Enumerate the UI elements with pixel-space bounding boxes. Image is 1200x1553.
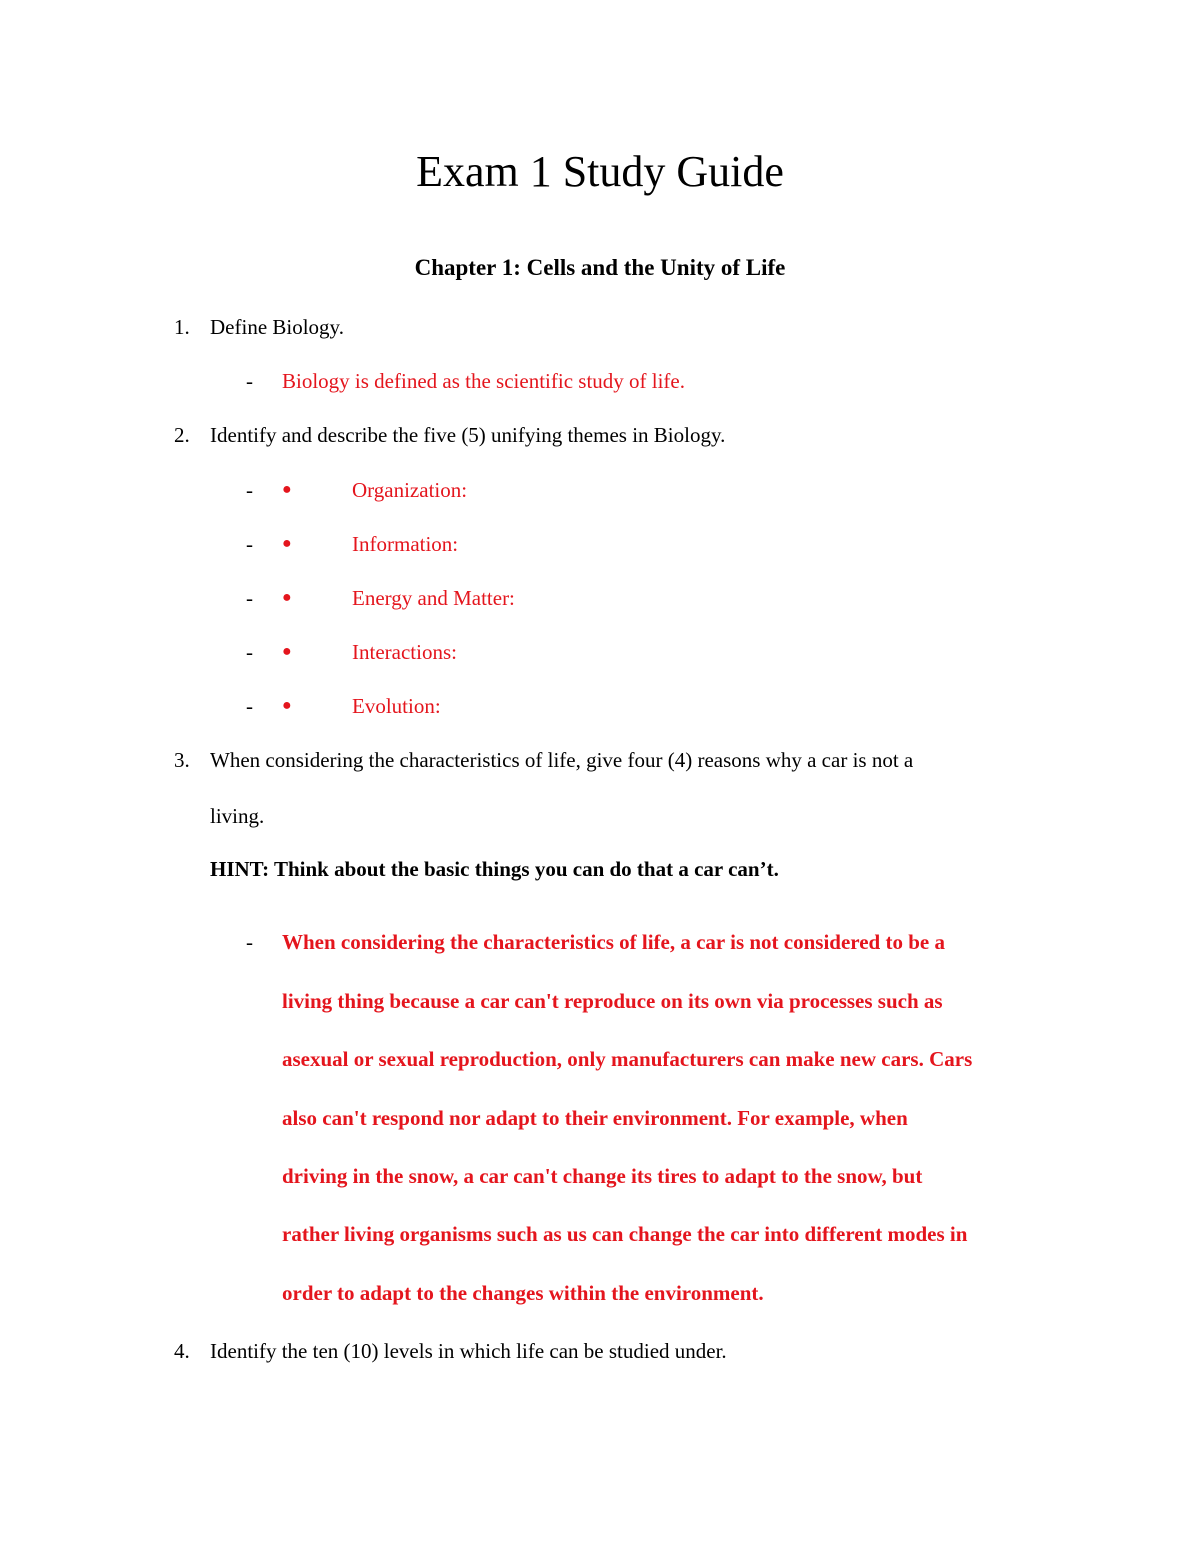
theme-2-bullet: ●: [282, 535, 292, 552]
theme-1-bullet: ●: [282, 481, 292, 498]
answer-1-text: Biology is defined as the scientific study of life.: [282, 369, 685, 393]
theme-5-dash: -: [246, 694, 253, 718]
answer-3-line-3: asexual or sexual reproduction, only manufacturers can make new cars. Cars: [282, 1047, 973, 1071]
theme-3-bullet: ●: [282, 589, 292, 606]
question-1-number: 1.: [174, 315, 190, 339]
theme-4-dash: -: [246, 640, 253, 664]
answer-3-line-1: When considering the characteristics of life, a car is not considered to be a: [282, 930, 945, 954]
theme-interactions: Interactions:: [352, 640, 457, 664]
chapter-heading: Chapter 1: Cells and the Unity of Life: [414, 255, 786, 280]
theme-information: Information:: [352, 532, 459, 556]
question-1-text: Define Biology.: [210, 315, 344, 339]
theme-organization: Organization:: [352, 478, 468, 502]
question-3-number: 3.: [174, 748, 190, 772]
theme-2-dash: -: [246, 532, 253, 556]
question-2-number: 2.: [174, 423, 190, 447]
document-title: Exam 1 Study Guide: [416, 147, 784, 196]
question-2-text: Identify and describe the five (5) unifying themes in Biology.: [210, 423, 726, 447]
theme-3-dash: -: [246, 586, 253, 610]
theme-1-dash: -: [246, 478, 253, 502]
answer-3-line-6: rather living organisms such as us can change the car into different modes in: [282, 1222, 968, 1246]
answer-3-line-4: also can't respond nor adapt to their environment. For example, when: [282, 1106, 908, 1130]
question-4-number: 4.: [174, 1339, 190, 1363]
answer-3-line-5: driving in the snow, a car can't change its tires to adapt to the snow, but: [282, 1164, 923, 1188]
question-3-text-line-2: living.: [210, 804, 265, 828]
answer-3-line-2: living thing because a car can't reproduce on its own via processes such as: [282, 989, 943, 1013]
theme-energy-and-matter: Energy and Matter:: [352, 586, 515, 610]
answer-1-dash: -: [246, 369, 253, 393]
theme-evolution: Evolution:: [352, 694, 441, 718]
answer-3-dash: -: [246, 930, 253, 954]
theme-4-bullet: ●: [282, 643, 292, 660]
answer-3-line-7: order to adapt to the changes within the environment.: [282, 1281, 764, 1305]
question-3-hint: HINT: Think about the basic things you can do that a car can’t.: [210, 857, 779, 881]
theme-5-bullet: ●: [282, 697, 292, 714]
question-3-text-line-1: When considering the characteristics of life, give four (4) reasons why a car is not a: [210, 748, 914, 772]
question-4-text: Identify the ten (10) levels in which life can be studied under.: [210, 1339, 727, 1363]
